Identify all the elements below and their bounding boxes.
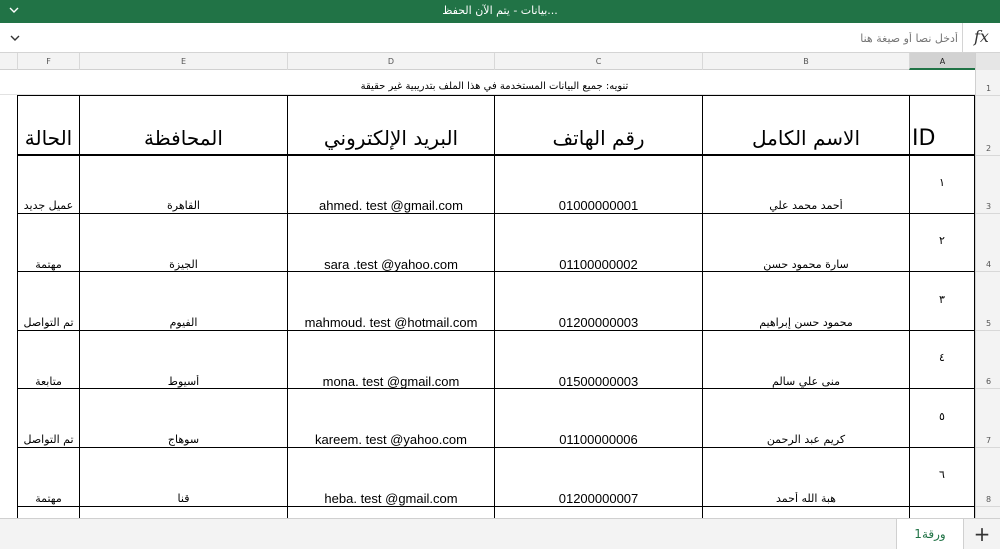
border-line: [79, 95, 80, 518]
record-name[interactable]: أحمد محمد علي: [769, 199, 843, 212]
row-headers: [975, 70, 1000, 518]
row-header[interactable]: 6: [976, 330, 1000, 388]
header-phone[interactable]: رقم الهاتف: [552, 126, 645, 150]
record-phone[interactable]: 01200000007: [558, 491, 639, 506]
column-header-blank: [0, 53, 17, 70]
record-id[interactable]: ١: [939, 176, 945, 189]
record-email[interactable]: mona. test @gmail.com: [322, 374, 460, 389]
record-email[interactable]: ahmed. test @gmail.com: [319, 198, 463, 213]
border-line: [287, 95, 288, 518]
record-governorate[interactable]: قنا: [177, 492, 190, 505]
row-header[interactable]: 3: [976, 155, 1000, 213]
formula-bar: [0, 23, 1000, 53]
column-header-d[interactable]: D: [287, 53, 494, 70]
sheet-grid[interactable]: [0, 70, 975, 518]
record-name[interactable]: محمود حسن إبراهيم: [759, 316, 853, 329]
record-governorate[interactable]: القاهرة: [167, 199, 200, 212]
border-line: [17, 95, 18, 518]
record-status[interactable]: تم التواصل: [23, 316, 74, 329]
record-id[interactable]: ٣: [939, 293, 945, 306]
column-header-e[interactable]: E: [79, 53, 287, 70]
record-phone[interactable]: 01000000001: [558, 198, 639, 213]
formula-input[interactable]: [40, 28, 958, 48]
header-email[interactable]: البريد الإلكتروني: [323, 126, 459, 150]
record-id[interactable]: ٥: [939, 410, 945, 423]
header-status[interactable]: الحالة: [24, 126, 73, 150]
record-phone[interactable]: 01200000003: [558, 315, 639, 330]
border-line: [702, 95, 703, 518]
record-name[interactable]: سارة محمود حسن: [763, 258, 849, 271]
notice-text[interactable]: تنويه: جميع البيانات المستخدمة في هذا الملف بتدريبية غير حقيقة: [360, 81, 629, 92]
row-header[interactable]: 2: [976, 95, 1000, 155]
divider: [962, 23, 963, 52]
column-header-b[interactable]: B: [702, 53, 909, 70]
row-header[interactable]: 8: [976, 447, 1000, 506]
record-email[interactable]: sara .test @yahoo.com: [324, 257, 458, 272]
column-headers: [0, 53, 1000, 70]
header-full-name[interactable]: الاسم الكامل: [751, 126, 861, 150]
record-email[interactable]: heba. test @gmail.com: [324, 491, 458, 506]
border-line: [17, 95, 975, 96]
record-id[interactable]: ٦: [939, 468, 945, 481]
record-governorate[interactable]: أسيوط: [167, 375, 200, 388]
record-id[interactable]: ٤: [939, 351, 945, 364]
record-name[interactable]: كريم عبد الرحمن: [766, 433, 846, 446]
column-header-a[interactable]: A: [909, 53, 975, 70]
record-governorate[interactable]: الجيزة: [169, 258, 198, 271]
sheet-tab[interactable]: ورقة1: [896, 519, 964, 549]
record-status[interactable]: مهتمة: [35, 258, 62, 271]
record-name[interactable]: هبة الله أحمد: [776, 492, 836, 505]
row-header[interactable]: 7: [976, 388, 1000, 447]
add-sheet-icon[interactable]: +: [973, 522, 991, 546]
record-governorate[interactable]: سوهاج: [167, 433, 200, 446]
record-status[interactable]: عميل جديد: [23, 199, 74, 212]
row-header[interactable]: 5: [976, 271, 1000, 330]
border-line: [17, 154, 975, 156]
record-status[interactable]: مهتمة: [35, 492, 62, 505]
row-header[interactable]: 4: [976, 213, 1000, 271]
header-id[interactable]: ID: [912, 126, 936, 151]
window-title: بيانات - يتم الآن الحفظ...: [442, 4, 558, 17]
title-bar: [0, 0, 1000, 23]
record-phone[interactable]: 01500000003: [558, 374, 639, 389]
record-phone[interactable]: 01100000002: [559, 257, 638, 272]
sheet-tab-bar: [0, 518, 1000, 549]
header-governorate[interactable]: المحافظة: [144, 126, 223, 150]
record-name[interactable]: منى علي سالم: [772, 375, 840, 388]
record-governorate[interactable]: الفيوم: [169, 316, 198, 329]
record-email[interactable]: kareem. test @yahoo.com: [315, 432, 467, 447]
chevron-down-icon[interactable]: [8, 32, 22, 44]
record-id[interactable]: ٢: [939, 234, 945, 247]
row-header[interactable]: [976, 506, 1000, 518]
row-header[interactable]: 1: [985, 84, 992, 93]
fx-icon[interactable]: fx: [974, 27, 989, 46]
record-phone[interactable]: 01100000006: [559, 432, 638, 447]
record-email[interactable]: mahmoud. test @hotmail.com: [304, 315, 478, 330]
select-all-corner[interactable]: [975, 53, 1000, 70]
border-line: [494, 95, 495, 518]
record-status[interactable]: تم التواصل: [23, 433, 74, 446]
record-status[interactable]: متابعة: [35, 375, 62, 388]
column-header-f[interactable]: F: [17, 53, 79, 70]
column-header-c[interactable]: C: [494, 53, 702, 70]
